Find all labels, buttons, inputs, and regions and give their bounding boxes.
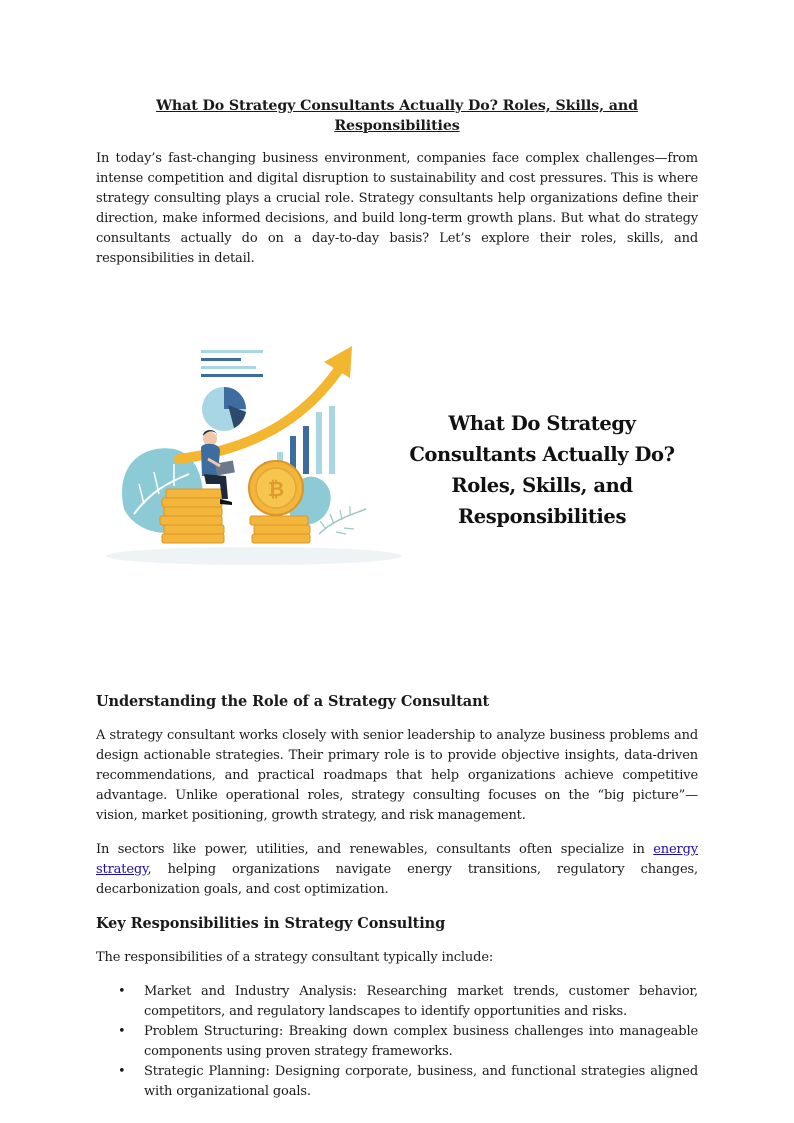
responsibilities-heading: Key Responsibilities in Strategy Consulting [96, 915, 446, 932]
bullet-icon: • [118, 1024, 126, 1039]
bullet-icon: • [118, 1064, 126, 1079]
list-item [96, 1062, 698, 1102]
article-title: What Do Strategy Consultants Actually Do? Roles, Skills, and Responsibilities [156, 98, 638, 134]
list-item-text: Problem Structuring: Breaking down complex business challenges into manageable components using proven strategy frameworks. [144, 1024, 698, 1059]
consultant-growth-illustration [104, 324, 404, 574]
energy-strategy-link[interactable]: energy strategy [96, 842, 698, 877]
responsibilities-intro: The responsibilities of a strategy consultant typically include: [96, 950, 494, 965]
intro-paragraph: In today’s fast-changing business environment, companies face complex challenges—from intense competition and digital disruption to sustainability and cost pressures. This is where strategy consulting plays a crucial role. Strategy consultants help organizations define their direction, make informed decisions, and build long-term growth plans. But what do strategy consultants actually do on a day-to-day basis? Let’s explore their roles, skills, and responsibilities in detail. [96, 151, 698, 266]
document-page [96, 96, 698, 1102]
energy-paragraph-before: In sectors like power, utilities, and renewables, consultants often specialize in [96, 842, 654, 857]
list-item-text: Market and Industry Analysis: Researching market trends, customer behavior, competitors, and regulatory landscapes to identify opportunities and risks. [144, 984, 698, 1019]
role-paragraph: A strategy consultant works closely with senior leadership to analyze business problems and design actionable strategies. Their primary role is to provide objective insights, data-driven recommendations, and practical roadmaps that help organizations achieve competitive advantage. Unlike operational roles, strategy consulting focuses on the “big picture”—vision, market positioning, growth strategy, and risk management. [96, 728, 698, 823]
list-item [96, 982, 698, 1022]
hero-heading: What Do Strategy Consultants Actually Do? Roles, Skills, and Responsibilities [409, 412, 675, 528]
responsibilities-list [96, 982, 698, 1102]
energy-paragraph-after: , helping organizations navigate energy transitions, regulatory changes, decarbonization goals, and cost optimization. [96, 862, 698, 897]
bullet-icon: • [118, 984, 126, 999]
role-heading: Understanding the Role of a Strategy Consultant [96, 693, 490, 710]
hero-banner [96, 314, 698, 658]
currency-symbol: ₿ [267, 477, 285, 501]
list-item-text: Strategic Planning: Designing corporate, business, and functional strategies aligned with organizational goals. [144, 1064, 698, 1099]
energy-paragraph [96, 840, 698, 900]
list-item [96, 1022, 698, 1062]
